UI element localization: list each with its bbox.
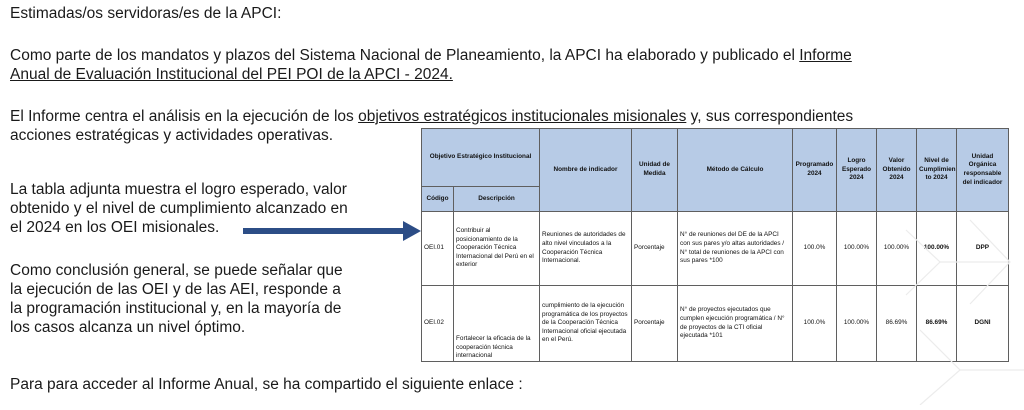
header-description: Descripción (454, 187, 540, 212)
intro-text: Como parte de los mandatos y plazos del Sistema Nacional de Planeamiento, la APCI ha elaborado y publicado el (10, 47, 800, 64)
cell-programmed: 100.0% (793, 286, 837, 362)
table-header-row (422, 129, 1009, 187)
analysis-text-c: acciones estratégicas y actividades operativas. (10, 127, 334, 144)
cell-code: OEI.01 (422, 212, 454, 286)
cell-level: 100.00% (917, 212, 957, 286)
header-org-unit: Unidad Orgánica responsable del indicador (957, 129, 1009, 212)
header-level: Nivel de Cumplimien to 2024 (917, 129, 957, 212)
analysis-text-b: y, sus correspondientes (686, 108, 854, 125)
header-expected: Logro Esperado 2024 (837, 129, 877, 212)
table-description-line: el 2024 en los OEI misionales. (10, 219, 220, 236)
cell-org-unit: DGNI (957, 286, 1009, 362)
access-paragraph: Para para acceder al Informe Anual, se ha compartido el siguiente enlace : (10, 376, 523, 393)
cell-code: OEI.02 (422, 286, 454, 362)
report-link-part2[interactable]: Anual de Evaluación Institucional del PEI POI de la APCI - 2024. (10, 66, 453, 83)
conclusion-line: la ejecución de las OEI y de las AEI, responde a (10, 281, 341, 298)
analysis-text-a: El Informe centra el análisis en la ejecución de los (10, 108, 359, 125)
conclusion-paragraph (10, 261, 343, 337)
cell-indicator: cumplimiento de la ejecución programática de los proyectos de la Cooperación Técnica Internacional oficial ejecutada en el Perú. (540, 286, 632, 362)
cell-obtained: 100.00% (877, 212, 917, 286)
report-link-part1[interactable]: Informe (799, 47, 852, 64)
header-indicator: Nombre de indicador (540, 129, 632, 212)
cell-description: Fortalecer la eficacia de la cooperación técnica internacional (454, 286, 540, 362)
conclusion-line: Como conclusión general, se puede señalar que (10, 262, 343, 279)
cell-expected: 100.00% (837, 212, 877, 286)
cell-obtained: 86.69% (877, 286, 917, 362)
header-code: Código (422, 187, 454, 212)
cell-expected: 100.00% (837, 286, 877, 362)
header-programmed: Programado 2024 (793, 129, 837, 212)
cell-org-unit: DPP (957, 212, 1009, 286)
header-objective-group: Objetivo Estratégico Institucional (422, 129, 540, 187)
cell-programmed: 100.0% (793, 212, 837, 286)
cell-unit: Porcentaje (632, 286, 678, 362)
cell-indicator: Reuniones de autoridades de alto nivel vinculados a la Cooperación Técnica Internacional. (540, 212, 632, 286)
header-obtained: Valor Obtenido 2024 (877, 129, 917, 212)
objectives-link[interactable]: objetivos estratégicos institucionales misionales (358, 108, 687, 125)
arrow-right-icon (243, 221, 421, 241)
conclusion-line: la programación institucional y, en la mayoría de (10, 300, 342, 317)
greeting-text: Estimadas/os servidoras/es de la APCI: (10, 5, 282, 22)
background-decoration (900, 200, 1024, 405)
intro-paragraph (10, 46, 852, 84)
cell-level: 86.69% (917, 286, 957, 362)
header-unit: Unidad de Medida (632, 129, 678, 212)
cell-method: N° de proyectos ejecutados que cumplen ejecución programática / N° de proyectos de la CTI oficial ejecutada *101 (678, 286, 793, 362)
cell-unit: Porcentaje (632, 212, 678, 286)
header-method: Método de Cálculo (678, 129, 793, 212)
table-description-line: La tabla adjunta muestra el logro esperado, valor (10, 181, 347, 198)
cell-method: N° de reuniones del DE de la APCI con sus pares y/o altas autoridades / N° total de reuniones de la APCI con sus pares *100 (678, 212, 793, 286)
conclusion-line: los casos alcanza un nivel óptimo. (10, 319, 246, 336)
cell-description: Contribuir al posicionamiento de la Cooperación Técnica Internacional del Perú en el exterior (454, 212, 540, 286)
table-description-line: obtenido y el nivel de cumplimiento alcanzado en (10, 200, 348, 217)
